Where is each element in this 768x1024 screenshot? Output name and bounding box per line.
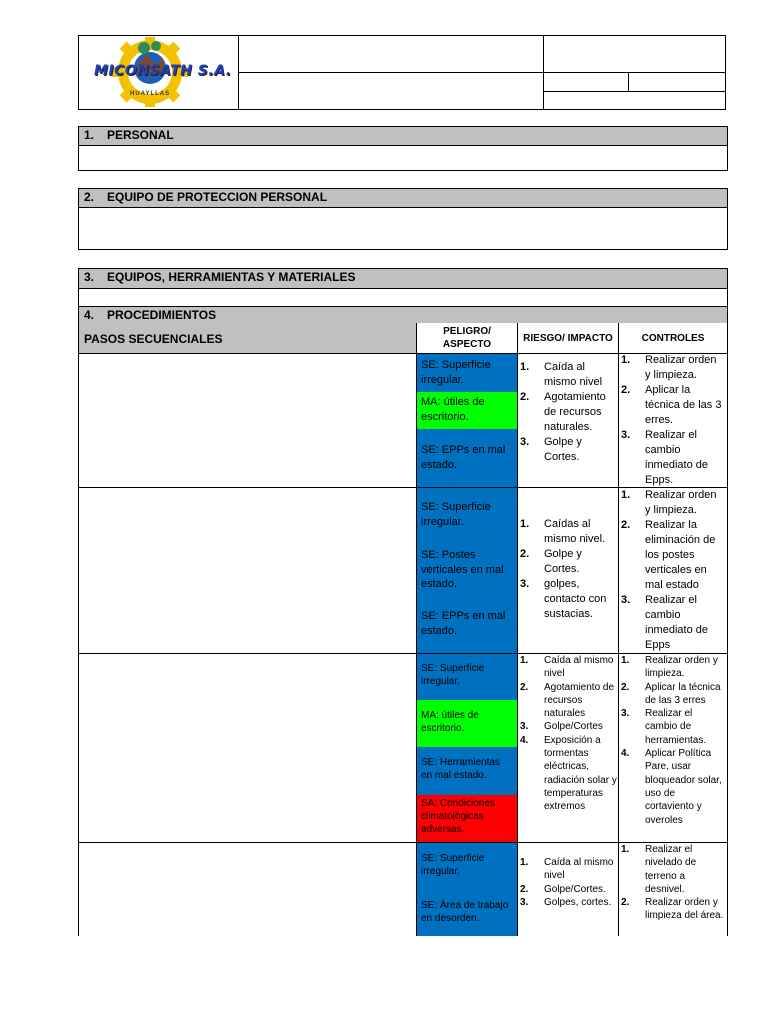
list-item: 1. Realizar el nivelado de terreno a desnivel. bbox=[621, 844, 697, 895]
section-epp-body[interactable] bbox=[78, 207, 728, 250]
list-item: 1. Realizar orden y limpieza. bbox=[621, 489, 717, 516]
list-item: 3. Realizar el cambio inmediato de Epps. bbox=[621, 429, 708, 486]
list-item: 2. Aplicar la técnica de las 3 erres. bbox=[621, 384, 722, 426]
section-title: PERSONAL bbox=[107, 128, 174, 142]
section-number: 2. bbox=[84, 190, 95, 204]
risk-list bbox=[520, 654, 617, 814]
section-equipos-body[interactable] bbox=[78, 288, 728, 307]
step-cell[interactable] bbox=[79, 488, 416, 653]
list-item: 2. Golpe/Cortes. bbox=[520, 883, 606, 895]
list-item: 2. Agotamiento de recursos naturales bbox=[520, 681, 615, 720]
hazard-cell: SE: Postes verticales en mal estado. bbox=[417, 544, 517, 600]
header-vline-small bbox=[628, 72, 629, 92]
col-controles-header: CONTROLES bbox=[618, 323, 728, 353]
list-item: 3. Realizar el cambio inmediato de Epps bbox=[621, 594, 708, 651]
list-item: 2. Golpe y Cortes. bbox=[520, 548, 582, 575]
control-list bbox=[621, 654, 725, 827]
step-cell[interactable] bbox=[79, 843, 416, 936]
control-list bbox=[621, 353, 725, 488]
hazard-cell: SE: EPPs en mal estado. bbox=[417, 429, 517, 487]
list-item: 1. Realizar orden y limpieza. bbox=[621, 655, 718, 680]
hazard-cell: SE: Herramientas en mal estado. bbox=[417, 747, 517, 795]
hazard-cell: SE: Área de trabajo en desorden. bbox=[417, 890, 517, 936]
list-item: 3. Golpes, cortes. bbox=[520, 896, 612, 908]
company-logo bbox=[88, 37, 236, 107]
section-number: 4. bbox=[84, 308, 95, 322]
risk-list bbox=[520, 360, 617, 465]
list-item: 1. Caídas al mismo nivel. bbox=[520, 518, 606, 545]
list-item: 1. Caída al mismo nivel bbox=[520, 655, 614, 680]
hazard-cell: SE: Superficie irregular. bbox=[417, 488, 517, 544]
list-item: 2. Realizar la eliminación de los postes verticales en mal estado bbox=[621, 519, 716, 591]
logo-place: HUAYLLAS bbox=[130, 91, 171, 97]
list-item: 3. Golpe y Cortes. bbox=[520, 436, 582, 463]
hazard-cell: SE: Superficie irregular. bbox=[417, 843, 517, 890]
step-cell[interactable] bbox=[79, 354, 416, 487]
section-title: EQUIPOS, HERRAMIENTAS Y MATERIALES bbox=[107, 270, 356, 284]
col-peligro-header: PELIGRO/ ASPECTO bbox=[416, 323, 517, 353]
section-personal-body[interactable] bbox=[78, 145, 728, 171]
risk-list bbox=[520, 856, 617, 909]
section-number: 1. bbox=[84, 128, 95, 142]
section-title: EQUIPO DE PROTECCION PERSONAL bbox=[107, 190, 328, 204]
table-col-divider-2 bbox=[517, 353, 518, 936]
list-item: 1. Realizar orden y limpieza. bbox=[621, 354, 717, 381]
risk-list bbox=[520, 517, 617, 622]
table-right-border bbox=[727, 353, 728, 936]
step-cell[interactable] bbox=[79, 654, 416, 842]
list-item: 2. Agotamiento de recursos naturales. bbox=[520, 391, 606, 433]
col-riesgo-header: RIESGO/ IMPACTO bbox=[517, 323, 618, 353]
list-item: 1. Caída al mismo nivel bbox=[520, 857, 614, 882]
hazard-cell: MA: útiles de escritorio. bbox=[417, 392, 517, 429]
hazard-cell: MA: útiles de escritorio. bbox=[417, 700, 517, 747]
list-item: 3. golpes, contacto con sustacias. bbox=[520, 578, 607, 620]
header-hline-1 bbox=[238, 72, 726, 73]
company-name: MICONSATH S.A. bbox=[94, 63, 232, 79]
list-item: 1. Caída al mismo nivel bbox=[520, 361, 603, 388]
list-item: 3. Golpe/Cortes bbox=[520, 721, 603, 733]
list-item: 2. Aplicar la técnica de las 3 erres bbox=[621, 681, 721, 706]
table-col-divider-3 bbox=[618, 353, 619, 936]
hazard-cell: SA: Condiciones climatológicas adversas. bbox=[417, 795, 517, 842]
section-epp-header bbox=[78, 188, 728, 208]
section-personal-header bbox=[78, 126, 728, 146]
section-title: PROCEDIMIENTOS bbox=[107, 308, 217, 322]
control-list bbox=[621, 488, 725, 653]
list-item: 4. Aplicar Política Pare, usar bloqueador solar, uso de cortaviento y overoles bbox=[621, 748, 722, 826]
header-hline-2 bbox=[543, 91, 726, 92]
list-item: 2. Realizar orden y limpieza del área. bbox=[621, 897, 724, 922]
section-number: 3. bbox=[84, 270, 95, 284]
hazard-cell: SE: EPPs en mal estado. bbox=[417, 600, 517, 653]
list-item: 3. Realizar el cambio de herramientas. bbox=[621, 708, 707, 746]
section-equipos-header bbox=[78, 268, 728, 289]
hazard-cell: SE: Superficie irregular. bbox=[417, 354, 517, 392]
list-item: 4. Exposición a tormentas eléctricas, radiación solar y temperaturas extremos bbox=[520, 734, 617, 813]
col-pasos-header: PASOS SECUENCIALES bbox=[84, 332, 223, 346]
control-list bbox=[621, 843, 725, 923]
hazard-cell: SE: Superficie irregular. bbox=[417, 654, 517, 700]
